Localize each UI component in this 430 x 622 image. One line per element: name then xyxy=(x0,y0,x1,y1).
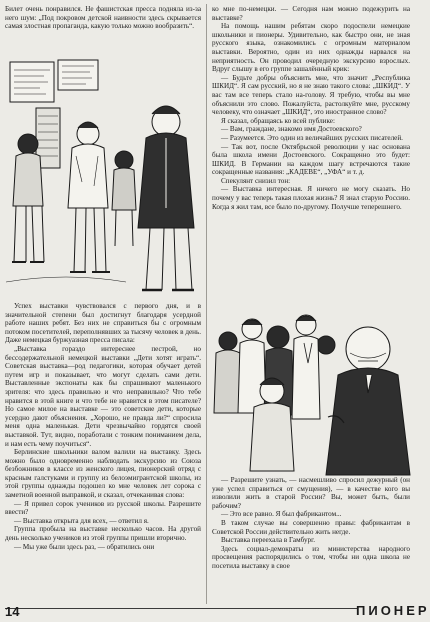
illustration-crowd-and-visitor xyxy=(208,299,414,475)
dialogue-line: — Разумеется. Это один из величайших русских писателей. xyxy=(221,133,403,142)
dialogue-line: — Выставка интересная. Я ничего не могу сказать. Но почему у вас теперь такая плохая жизнь? Я знал старую Россию. Когда я жил там, все было по-другому. Получше теперешнего. xyxy=(212,185,410,211)
column-divider xyxy=(206,4,207,604)
paragraph: Берлинские школьники валом валили на выставку. Здесь можно было одновременно наблюдать экскурсию из Союза безбожников в классе из женского лицея, пионерский отряд с красным галстуками и группу из белоэмигрантской школы, из этой группы однажды подошел ко мне человек лет сорока с заметной военной выправкой, и сказал, отчеканивая слова: xyxy=(5,448,201,500)
right-column-bottom-text xyxy=(212,476,410,604)
dialogue-line: — Так вот, после Октябрьской революции у нас основана была школа имени Достоевского. Сокращенно это будет: ШКИД. В Германии на каждом шагу встречаются такие сокращенные названия: „КАДЕВЕ“, „УФА“ и т. д. xyxy=(212,142,410,177)
illustration-exhibition-visitors xyxy=(6,56,204,298)
paragraph: На помощь нашим ребятам скоро подоспели немецкие школьники и пионеры. Удивительно, как быстро они, не зная русского языка, ознакомились с огромным материалом выставки. Вероятно, один из них однажды нарвался на неприятность. Он проводил очередную экскурсию взрослых. Вдруг слышу в его группе зашалённый крик: xyxy=(212,22,410,74)
paragraph: Здесь социал-демократы из министерства народного просвещения распорядились о том, чтобы ни одна школа не посетила выставку в свое xyxy=(212,544,410,570)
paragraph: Спекулянт снизил тон: xyxy=(221,176,291,185)
right-column-top-text xyxy=(212,5,410,298)
left-column-main-text xyxy=(5,302,201,602)
quote-paragraph: „Выставка гораздо интереснее пестрой, но бессодержательной немецкой выставки „Дети хотят играть“. Советская выставка—род педагогики, которая обучает детей путем игр и показывает, что могут сделать сами дети. Выставленные экспонаты как бы спрашивают маленького зрителя: что здесь правильно и что неправильно? Что тебе нравится в этой книге и что тебе не нравится в этом писателе? Но самое милое на выставке — это советские дети, которые усердно дают объяснения. „Хорошо, не правда ли?“ спросила меня одна маленькая. Дети чрезвычайно гордятся своей выставкой. Тут, видно, поработали с тонким пониманием дела, и нам есть чему поучиться“. xyxy=(5,344,201,448)
dialogue-line: — Будьте добры объяснить мне, что значит „Республика ШКИД“. Я сам русский, но я не знаю такого слова: „ШКИД“. У вас там все теперь стало на-голову. Я требую, чтобы вы мне объяснили это слово. Пожалуйста, растолкуйте мне, русскому человеку, что означает „ШКИД“, это иностранное слово? xyxy=(212,73,410,117)
dialogue-line: — Это все равно. Я был фабрикантом... xyxy=(221,510,342,519)
paragraph: Билет очень понравился. Не фашистская пресса подняла из-за него шум: „Под покровом детской наивности здесь скрывается самая злостная пропаганда, какую только можно вообразить“. xyxy=(5,5,201,31)
left-column-top-text xyxy=(5,5,201,53)
footer-rule xyxy=(5,608,357,609)
page-number: 14 xyxy=(5,604,20,619)
dialogue-line: — Мы уже были здесь раз, — обратились они xyxy=(14,542,155,551)
magazine-title: ПИОНЕР xyxy=(356,603,430,618)
dialogue-line: — Вам, граждане, знакомо имя Достоевского? xyxy=(221,125,362,134)
paragraph: Я сказал, обращаясь ко всей публике: xyxy=(221,116,335,125)
dialogue-line: — Я привел сорок учеников из русской школы. Разрешите ввести? xyxy=(5,499,201,517)
paragraph: ко мне по-немецки. — Сегодня нам можно подежурить на выставке? xyxy=(212,5,410,22)
paragraph: Группа пробыла на выставке несколько часов. На другой день несколько учеников из этой группы пришли вторично. xyxy=(5,525,201,543)
paragraph: Выставка переехала в Гамбург. xyxy=(221,536,316,545)
paragraph: В таком случае вы совершенно правы: фабрикантам в Советской России действительно жить негде. xyxy=(212,518,410,536)
dialogue-line: — Выставка открыта для всех, — ответил я. xyxy=(14,516,149,525)
dialogue-line: — Разрешите узнать, — насмешливо спросил дежурный (он уже успел справиться от смущения), — в качестве кого вы изволили жить в старой России? Вы, может быть, были рабочим? xyxy=(212,476,410,510)
paragraph: Успех выставки чувствовался с первого дня, и в значительной степени был достигнут благодаря усердной работе наших ребят. Без них не справиться бы с огромным потоком посетителей, переполнявших за тысячу человек в день. Даже немецкая буржуазная пресса писала: xyxy=(5,302,201,345)
